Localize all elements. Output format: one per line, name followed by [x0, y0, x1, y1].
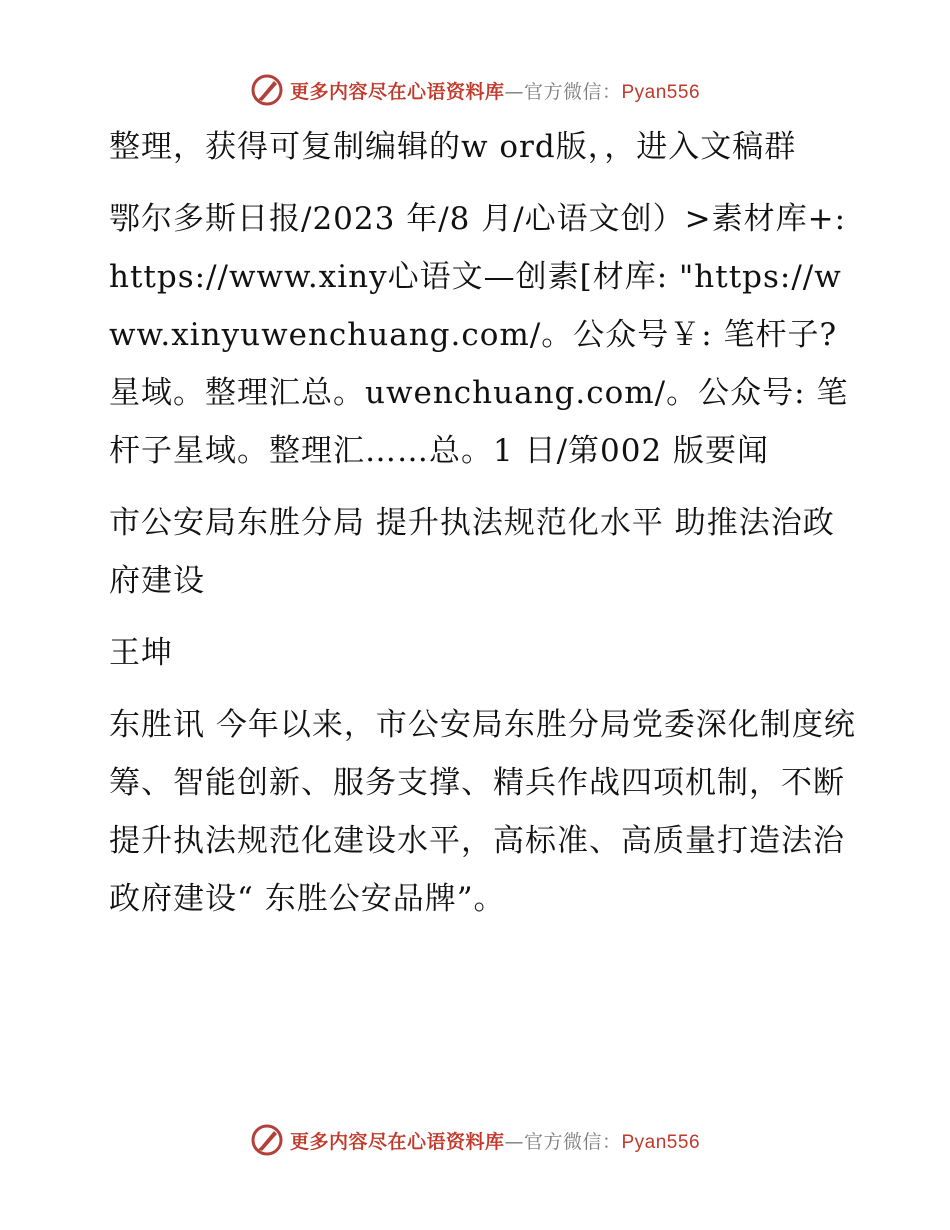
watermark-brand: 更多内容尽在心语资料库 [289, 80, 505, 103]
watermark-separator: — [504, 80, 524, 103]
watermark-wechat-id: Pyan556 [621, 81, 701, 103]
document-body [97, 118, 857, 942]
watermark-brand: 更多内容尽在心语资料库 [289, 1130, 505, 1153]
quill-pen-logo-icon [250, 73, 284, 107]
footer-watermark-banner [0, 1120, 950, 1160]
watermark-official-label: 官方微信： [523, 1130, 622, 1153]
watermark-text [290, 1127, 700, 1154]
intro-paragraph: 整理，获得可复制编辑的w ord版，，进入文稿群 [109, 129, 797, 165]
article-body-paragraph: 东胜讯 今年以来，市公安局东胜分局党委深化制度统筹、智能创新、服务支撑、精兵作战四项机制，不断提升执法规范化建设水平，高标准、高质量打造法治政府建设“ 东胜公安品牌”。 [109, 707, 856, 917]
watermark-separator: — [504, 1130, 524, 1153]
watermark-wechat-id: Pyan556 [621, 1131, 701, 1153]
watermark-text [290, 77, 700, 104]
watermark-official-label: 官方微信： [523, 80, 622, 103]
article-author: 王坤 [109, 635, 173, 671]
article-title: 市公安局东胜分局 提升执法规范化水平 助推法治政府建设 [109, 505, 835, 599]
quill-pen-logo-icon [250, 1123, 284, 1157]
source-paragraph: 鄂尔多斯日报/2023 年/8 月/心语文创）>素材库+: https://www.xiny心语文—创素[材库: "https://www.xinyuwenchuang.com/。公众号￥: 笔杆子?星域。整理汇总。uwenchuang.com/。公众号: 笔杆子星域。整理汇……总。1 日/第002 版要闻 [109, 201, 849, 469]
header-watermark-banner [0, 70, 950, 110]
